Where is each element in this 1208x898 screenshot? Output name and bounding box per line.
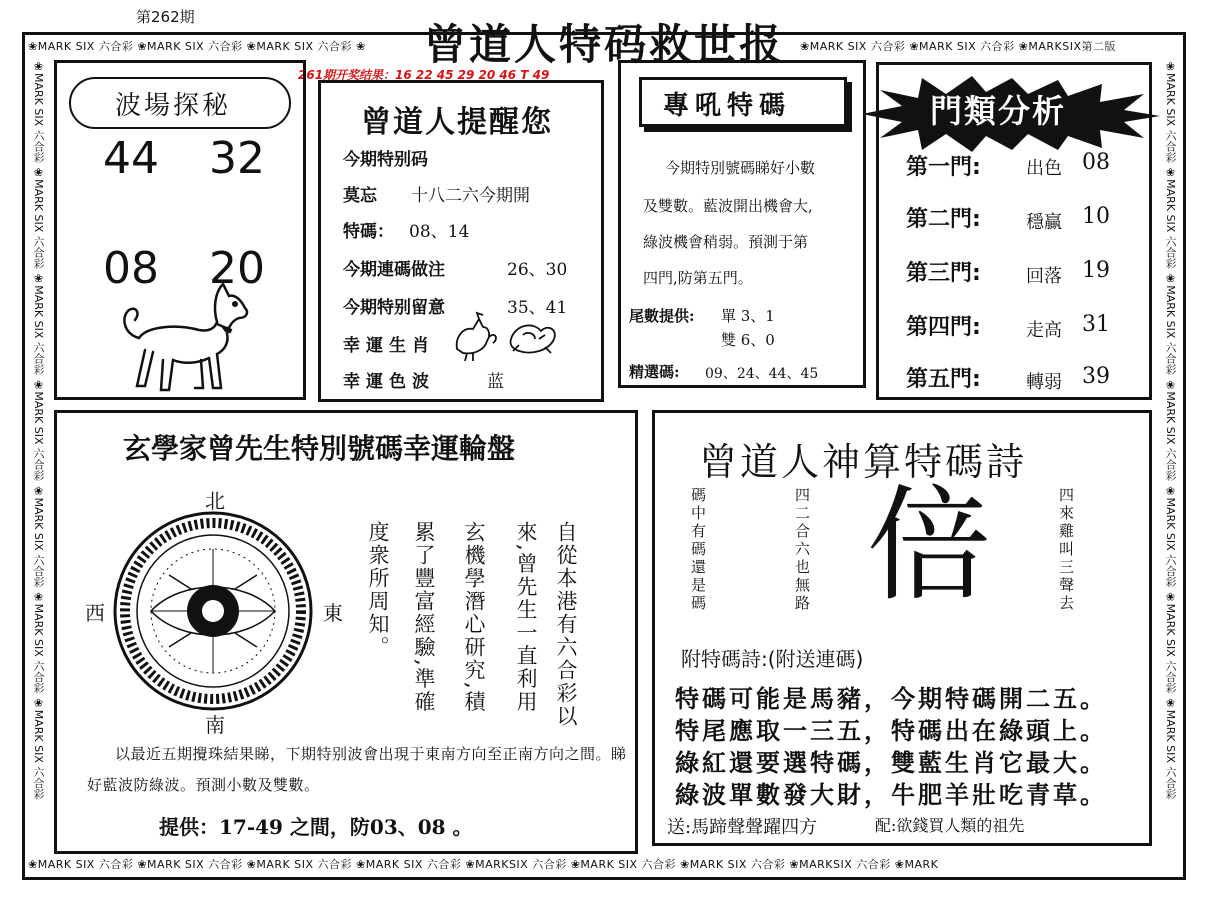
poem-send: 送:馬蹄聲聲躍四方 [667,817,818,838]
door-number: 10 [1082,204,1110,229]
compass-east: 東 [323,601,343,625]
wheel-text-column: 來,曾先生一直利用 [514,521,538,714]
poem-match: 配:欲錢買人類的祖先 [875,816,1025,835]
wave-number: 44 [103,133,159,184]
special-text: 今期特別號碼睇好小數 [665,159,816,177]
issue-label: 第262期 [136,8,195,26]
select-label: 精選碼: [629,363,680,381]
door-label: 第四門: [906,315,981,340]
poem-column: 四來雞叫三聲去 [1057,487,1075,613]
reminder-line: 幸運生肖 [343,336,435,356]
poem-panel [652,410,1152,846]
poem-line: 特尾應取一三五，特碼出在綠頭上。 [675,717,1107,745]
border-top-right: ❀MARK SIX 六合彩 ❀MARK SIX 六合彩 ❀MARKSIX第二版 [800,40,1117,53]
tail-label: 尾數提供: [629,307,695,325]
border-top-left: ❀MARK SIX 六合彩 ❀MARK SIX 六合彩 ❀MARK SIX 六合彩 ❀ [28,40,366,53]
wheel-text-column: 累了豐富經驗,準確 [412,521,436,714]
door-number: 39 [1082,364,1110,389]
door-label: 第一門: [906,155,981,180]
reminder-line: 幸運色波 [343,372,435,392]
door-number: 19 [1082,258,1110,283]
door-number: 08 [1082,150,1110,175]
wheel-provide: 提供：17-49 之間，防03、08 。 [159,815,473,839]
reminder-line: 今期連碼做注 [343,260,445,280]
reminder-line: 今期特别留意 [343,298,445,318]
reminder-panel [318,80,604,402]
wheel-text-column: 度衆所周知。 [366,521,390,659]
poem-big-char: 倍 [867,474,992,618]
poem-title: 曾道人神算特碼詩 [699,440,1028,484]
poem-column: 四二合六也無路 [793,487,811,613]
wheel-title: 玄學家曾先生特別號碼幸運輪盤 [123,432,516,465]
special-text: 綠波機會稍弱。預測于第 [643,233,809,251]
special-text: 及雙數。藍波開出機會大, [643,197,813,215]
reminder-value: 蓝 [487,372,504,392]
poem-column: 碼中有碼還是碼 [689,487,707,613]
poem-line: 綠紅還要選特碼，雙藍生肖它最大。 [675,749,1107,777]
compass-south: 南 [205,713,225,737]
result-banner: 261期开奖结果：16 22 45 29 20 46 T 49 [298,68,550,82]
reminder-value: 十八二六今期開 [411,186,530,206]
door-label: 第五門: [906,367,981,392]
wave-number: 20 [209,243,265,294]
main-title: 曾道人特码救世报 [424,20,785,69]
wheel-text-column: 玄機學潛心研究,積 [462,521,486,714]
border-right: ❀MARK SIX 六合彩 ❀MARK SIX 六合彩 ❀MARK SIX 六合彩 ❀MARK SIX 六合彩 ❀MARK SIX 六合彩 ❀MARK SIX 六合彩 ❀MARK SIX 六合彩 [1164,60,1177,800]
reminder-title: 曾道人提醒您 [361,105,553,140]
door-word: 穩贏 [1026,212,1062,233]
poem-line: 綠波單數發大財，牛肥羊壯吃青草。 [675,781,1107,809]
doors-title: 門類分析 [930,92,1067,130]
poem-line: 特碼可能是馬豬，今期特碼開二五。 [675,685,1107,713]
wheel-description: 以最近五期攪珠結果睇，下期特别波會出現于東南方向至正南方向之間。睇好藍波防綠波。預測小數及雙數。 [87,745,627,794]
door-word: 轉弱 [1026,372,1062,393]
door-word: 走高 [1026,320,1062,341]
door-word: 回落 [1026,266,1062,287]
wave-panel [54,60,306,400]
door-number: 31 [1082,312,1110,337]
border-left: ❀MARK SIX 六合彩 ❀MARK SIX 六合彩 ❀MARK SIX 六合彩 ❀MARK SIX 六合彩 ❀MARK SIX 六合彩 ❀MARK SIX 六合彩 ❀MARK SIX 六合彩 [32,60,45,800]
reminder-line: 莫忘 [343,186,377,206]
special-panel [618,60,866,388]
special-title: 專吼特碼 [663,91,792,121]
compass-north: 北 [205,489,225,513]
select-value: 09、24、44、45 [705,366,819,382]
reminder-line: 特碼： [343,222,394,242]
compass-west: 西 [85,601,105,625]
poem-subtitle: 附特碼詩:(附送連碼) [681,647,864,671]
door-label: 第二門: [906,207,981,232]
border-bottom: ❀MARK SIX 六合彩 ❀MARK SIX 六合彩 ❀MARK SIX 六合彩 ❀MARK SIX 六合彩 ❀MARKSIX 六合彩 ❀MARK SIX 六合彩 ❀MARK SIX 六合彩 ❀MARKSIX 六合彩 ❀MARK [28,858,939,871]
zodiac-rooster-dragon-icon [449,309,561,361]
door-label: 第三門: [906,261,981,286]
reminder-line: 今期特别码 [343,150,428,170]
wave-number: 32 [209,133,265,184]
reminder-value: 26、30 [507,260,568,280]
tail-double: 雙 6、0 [721,331,775,349]
compass-wheel-icon [111,509,315,713]
special-text: 四門,防第五門。 [643,269,753,287]
wheel-panel [54,410,638,854]
reminder-value: 08、14 [409,222,470,242]
reminder-value: 35、41 [507,298,568,318]
wave-title: 波場探秘 [115,91,232,121]
wave-number: 08 [103,243,159,294]
dog-illustration [117,278,257,396]
door-word: 出色 [1026,158,1062,179]
wheel-text-column: 自從本港有六合彩以 [554,521,578,728]
tail-single: 單 3、1 [721,307,775,325]
